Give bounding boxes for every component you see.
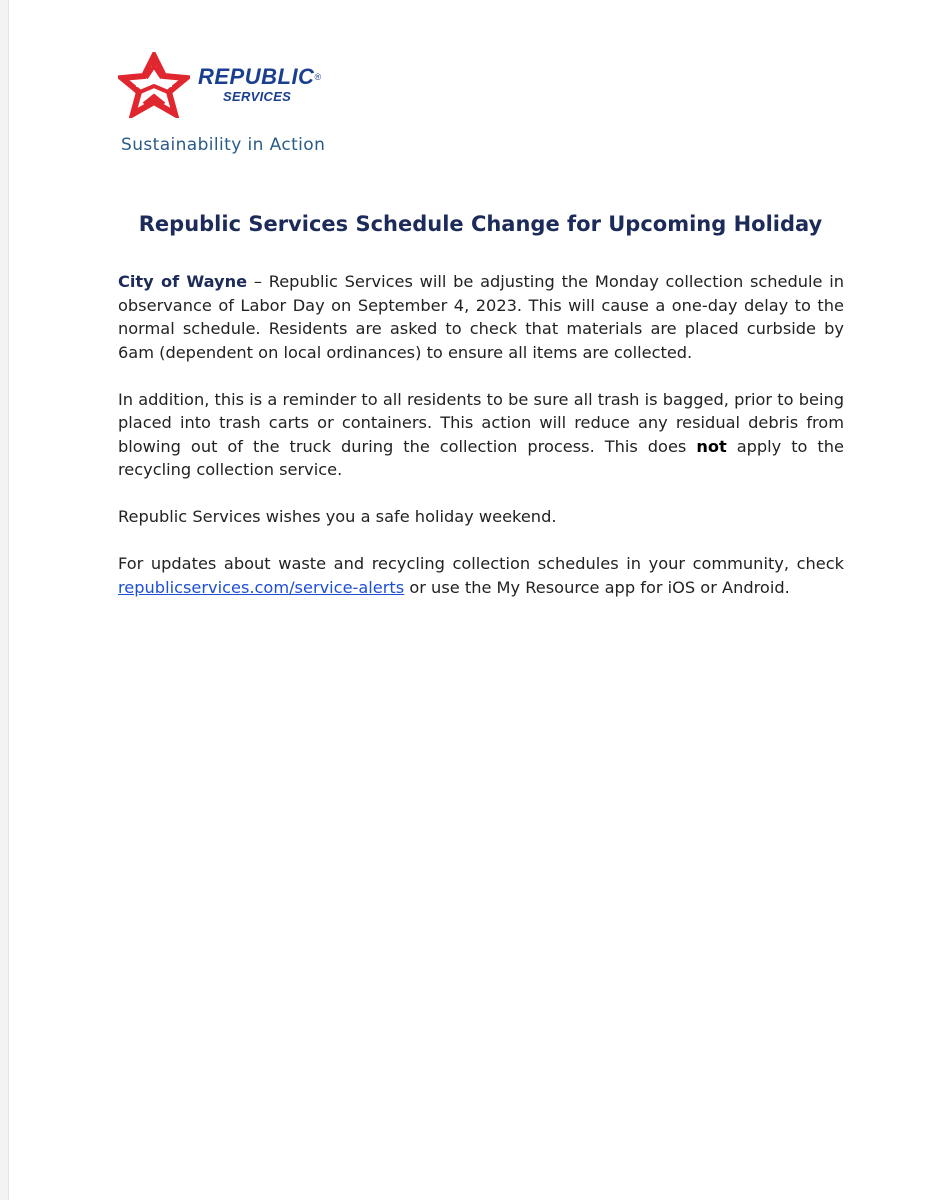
paragraph-schedule xyxy=(118,270,844,364)
city-name: City of Wayne xyxy=(118,272,248,291)
emphasis-not: not xyxy=(696,436,727,456)
paragraph-bagging-text: In addition, this is a reminder to all residents to be sure all trash is bagged, prior to being placed into trash carts or containers. This action will reduce any residual debris from blowing out of the truck during the collection process. This does xyxy=(118,389,844,456)
logo-subtitle: SERVICES xyxy=(223,89,292,104)
logo-wordmark: REPUBLIC® xyxy=(198,64,322,89)
service-alerts-link[interactable]: republicservices.com/service-alerts xyxy=(118,577,405,597)
republic-services-logo xyxy=(118,52,358,122)
paragraph-holiday-wish: Republic Services wishes you a safe holiday weekend. xyxy=(118,507,557,526)
paragraph-schedule-text: – Republic Services will be adjusting the Monday collection schedule in observance of Labor Day on September 4, 2023. This will cause a one-day delay to the normal schedule. Residents are asked to check that materials are placed curbside by 6am (dependent on local ordinances) to ensure all items are collected. xyxy=(118,272,844,362)
paragraph-bagging-end: apply to the recycling collection service. xyxy=(118,436,845,479)
paragraph-updates-text: For updates about waste and recycling collection schedules in your community, check xyxy=(118,554,844,573)
republic-star-icon xyxy=(118,52,190,118)
paragraph-bagging xyxy=(118,388,844,482)
paragraph-updates-end: or use the My Resource app for iOS or Android. xyxy=(404,577,790,597)
page-edge xyxy=(0,0,9,1200)
paragraph-updates xyxy=(118,552,844,599)
tagline: Sustainability in Action xyxy=(121,135,326,155)
document-body xyxy=(118,270,844,623)
headline: Republic Services Schedule Change for Upcoming Holiday xyxy=(138,212,823,236)
